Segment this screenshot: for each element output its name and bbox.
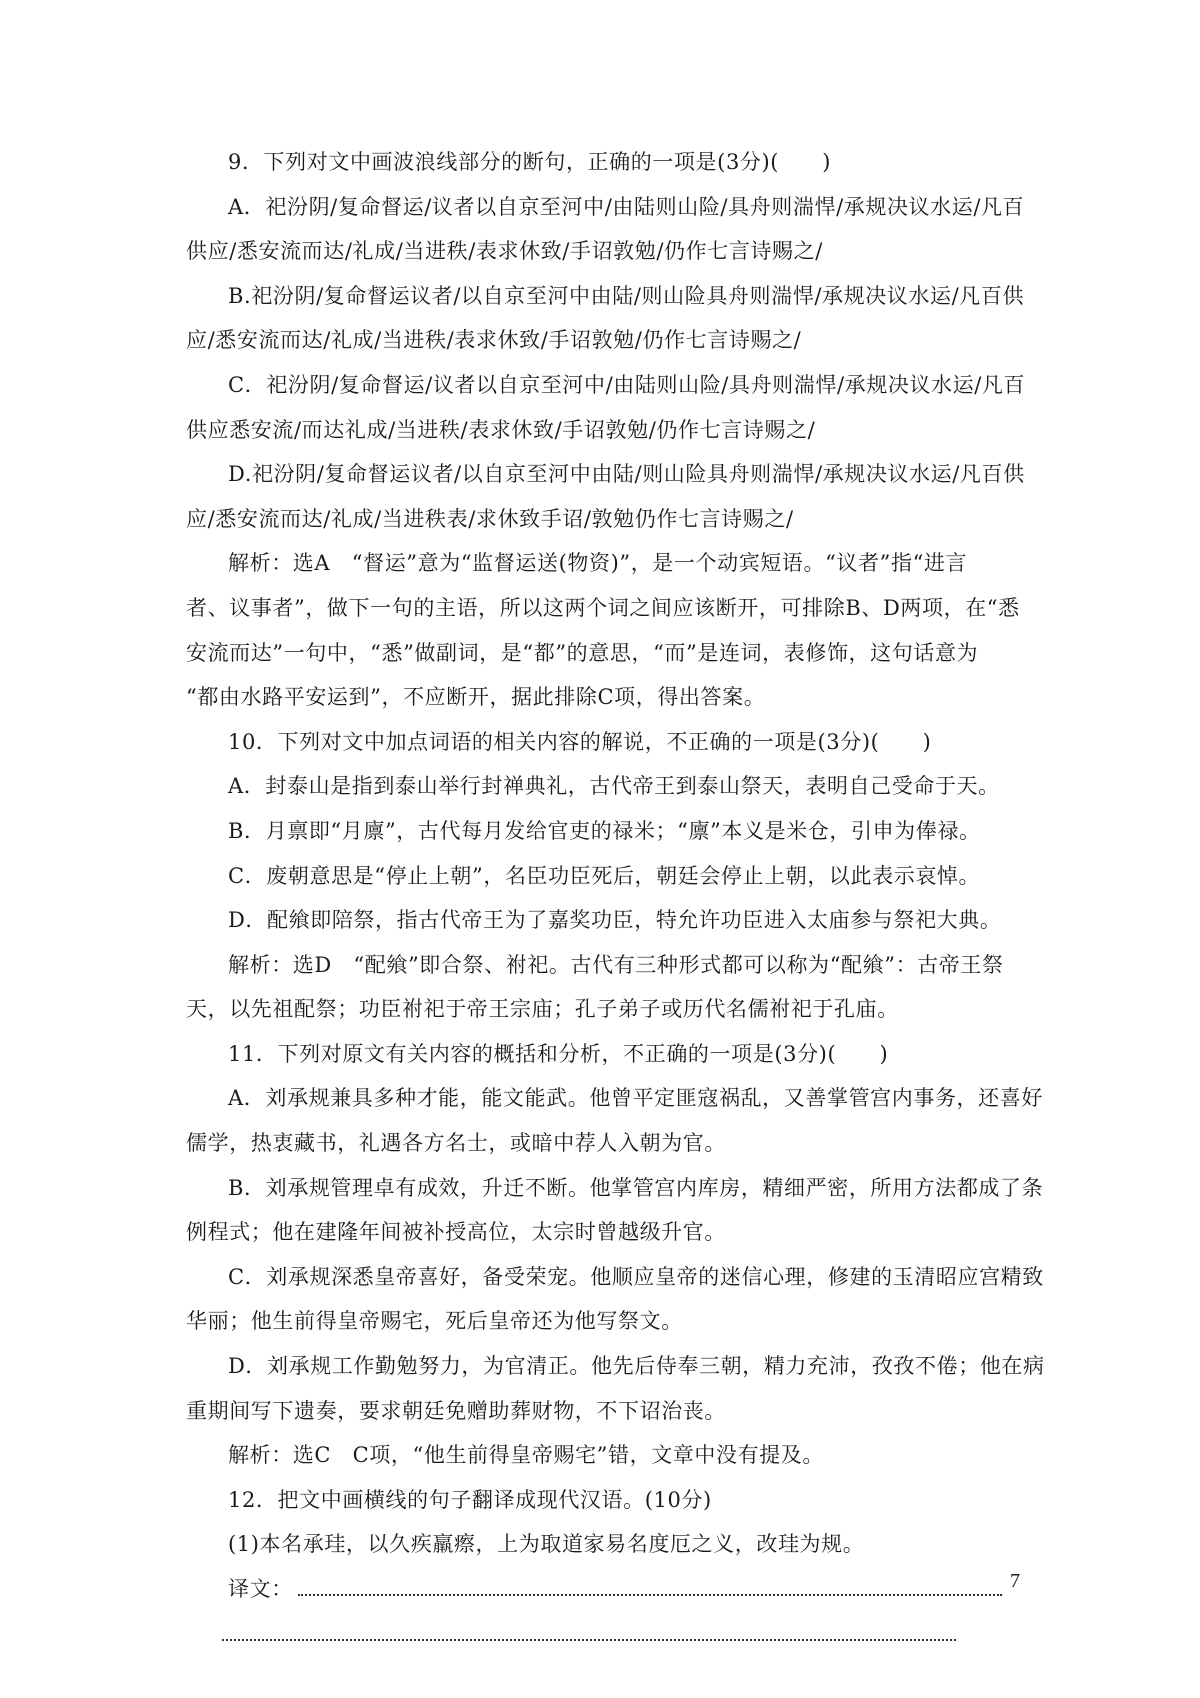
text-line: 供应悉安流/而达礼成/当进秩/表求休致/手诏敦勉/仍作七言诗赐之/ <box>186 417 816 442</box>
document-body <box>186 140 1045 1656</box>
page-number: 7 <box>1010 1570 1020 1592</box>
text-line: A．封泰山是指到泰山举行封禅典礼，古代帝王到泰山祭天，表明自己受命于天。 <box>228 774 1000 799</box>
translation-answer-line <box>186 1567 1022 1612</box>
text-line: B．刘承规管理卓有成效，升迁不断。他掌管宫内库房，精细严密，所用方法都成了条 <box>228 1175 1044 1200</box>
answer-dotted-line[interactable] <box>298 1594 1002 1596</box>
text-line: 儒学，热衷藏书，礼遇各方名士，或暗中荐人入朝为官。 <box>186 1131 726 1156</box>
text-line: 解析：选C C项，“他生前得皇帝赐宅”错，文章中没有提及。 <box>228 1443 825 1468</box>
text-line: 供应/悉安流而达/礼成/当进秩/表求休致/手诏敦勉/仍作七言诗赐之/ <box>186 239 823 264</box>
answer-dotted-line[interactable] <box>222 1639 956 1641</box>
text-line: 天，以先祖配祭；功臣祔祀于帝王宗庙；孔子弟子或历代名儒祔祀于孔庙。 <box>186 997 899 1022</box>
text-line: 安流而达”一句中，“悉”做副词，是“都”的意思，“而”是连词，表修饰，这句话意为 <box>186 640 979 665</box>
text-line: 重期间写下遗奏，要求朝廷免赠助葬财物，不下诏治丧。 <box>186 1398 726 1423</box>
text-line: D．配飨即陪祭，指古代帝王为了嘉奖功臣，特允许功臣进入太庙参与祭祀大典。 <box>228 908 1002 933</box>
text-line: C．废朝意思是“停止上朝”，名臣功臣死后，朝廷会停止上朝，以此表示哀悼。 <box>228 863 981 888</box>
text-line: (1)本名承珪，以久疾羸瘵，上为取道家易名度厄之义，改珪为规。 <box>228 1532 865 1557</box>
translation-label: 译文： <box>228 1577 293 1601</box>
text-line: B．月禀即“月廪”，古代每月发给官吏的禄米；“廪”本义是米仓，引申为俸禄。 <box>228 818 981 843</box>
text-line: 应/悉安流而达/礼成/当进秩/表求休致/手诏敦勉/仍作七言诗赐之/ <box>186 328 802 353</box>
text-line: D.祀汾阴/复命督运议者/以自京至河中由陆/则山险具舟则湍悍/承规决议水运/凡百供 <box>228 462 1025 487</box>
text-line: 应/悉安流而达/礼成/当进秩表/求休致手诏/敦勉仍作七言诗赐之/ <box>186 506 794 531</box>
text-line: B.祀汾阴/复命督运议者/以自京至河中由陆/则山险具舟则湍悍/承规决议水运/凡百供 <box>228 283 1025 308</box>
text-line: C．刘承规深悉皇帝喜好，备受荣宠。他顺应皇帝的迷信心理，修建的玉清昭应宫精致 <box>228 1264 1044 1289</box>
text-line: 11．下列对原文有关内容的概括和分析，不正确的一项是(3分)( ) <box>228 1041 889 1066</box>
text-line: “都由水路平安运到”，不应断开，据此排除C项，得出答案。 <box>186 685 766 710</box>
text-line: 华丽；他生前得皇帝赐宅，死后皇帝还为他写祭文。 <box>186 1309 683 1334</box>
translation-answer-line <box>186 1612 1022 1657</box>
text-line: A．刘承规兼具多种才能，能文能武。他曾平定匪寇祸乱，又善掌管宫内事务，还喜好 <box>228 1086 1043 1111</box>
text-line: D．刘承规工作勤勉努力，为官清正。他先后侍奉三朝，精力充沛，孜孜不倦；他在病 <box>228 1354 1045 1379</box>
text-line: 9．下列对文中画波浪线部分的断句，正确的一项是(3分)( ) <box>228 150 832 174</box>
text-line: C．祀汾阴/复命督运/议者以自京至河中/由陆则山险/具舟则湍悍/承规决议水运/凡百 <box>228 372 1026 397</box>
text-line: 12．把文中画横线的句子翻译成现代汉语。(10分) <box>228 1487 712 1512</box>
text-line: 者、议事者”，做下一句的主语，所以这两个词之间应该断开，可排除B、D两项，在“悉 <box>186 595 1020 620</box>
text-line: 10．下列对文中加点词语的相关内容的解说，不正确的一项是(3分)( ) <box>228 729 932 754</box>
text-line: 例程式；他在建隆年间被补授高位，太宗时曾越级升官。 <box>186 1220 726 1245</box>
text-line: 解析：选D “配飨”即合祭、祔祀。古代有三种形式都可以称为“配飨”：古帝王祭 <box>228 952 1004 977</box>
text-line: A．祀汾阴/复命督运/议者以自京至河中/由陆则山险/具舟则湍悍/承规决议水运/凡百 <box>228 194 1025 219</box>
text-line: 解析：选A “督运”意为“监督运送(物资)”，是一个动宾短语。“议者”指“进言 <box>228 551 968 576</box>
